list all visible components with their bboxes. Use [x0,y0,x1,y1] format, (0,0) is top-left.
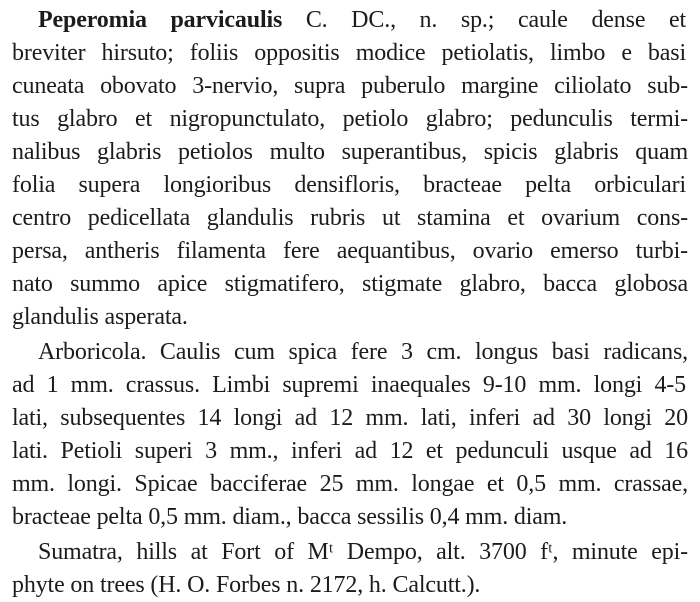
text-line: cuneata obovato 3-nervio, supra puberulo margine ciliolato sub- [12,73,688,99]
text-line: mm. longi. Spicae bacciferae 25 mm. longae et 0,5 mm. crassae, [12,471,688,497]
text-line: nato summo apice stigmatifero, stigmate glabro, bacca globosa [12,271,688,297]
line-text: C. DC., n. sp.; caule dense et [282,7,687,33]
text-line: phyte on trees (H. O. Forbes n. 2172, h. Calcutt.). [12,572,481,598]
text-line: lati, subsequentes 14 longi ad 12 mm. lati, inferi ad 30 longi 20 [12,405,688,431]
text-line: Sumatra, hills at Fort of Mᵗ Dempo, alt. 3700 fᵗ, minute epi- [38,539,688,565]
text-line: Arboricola. Caulis cum spica fere 3 cm. longus basi radicans, [38,339,688,365]
text-line: nalibus glabris petiolos multo superantibus, spicis glabris quam [12,139,688,165]
text-line [38,4,686,36]
text-line: folia supera longioribus densifloris, bracteae pelta orbiculari [12,172,686,198]
text-line: ad 1 mm. crassus. Limbi supremi inaequales 9-10 mm. longi 4-5 [12,372,686,398]
species-name: Peperomia parvicaulis [38,7,283,33]
text-line: lati. Petioli superi 3 mm., inferi ad 12 et pedunculi usque ad 16 [12,438,688,464]
text-line: tus glabro et nigropunctulato, petiolo glabro; pedunculis termi- [12,106,688,132]
text-line: centro pedicellata glandulis rubris ut stamina et ovarium cons- [12,205,688,231]
text-line: persa, antheris filamenta fere aequantibus, ovario emerso turbi- [12,238,688,264]
text-line: bracteae pelta 0,5 mm. diam., bacca sessilis 0,4 mm. diam. [12,504,568,530]
text-line: breviter hirsuto; foliis oppositis modice petiolatis, limbo e basi [12,40,686,66]
text-line: glandulis asperata. [12,304,188,330]
